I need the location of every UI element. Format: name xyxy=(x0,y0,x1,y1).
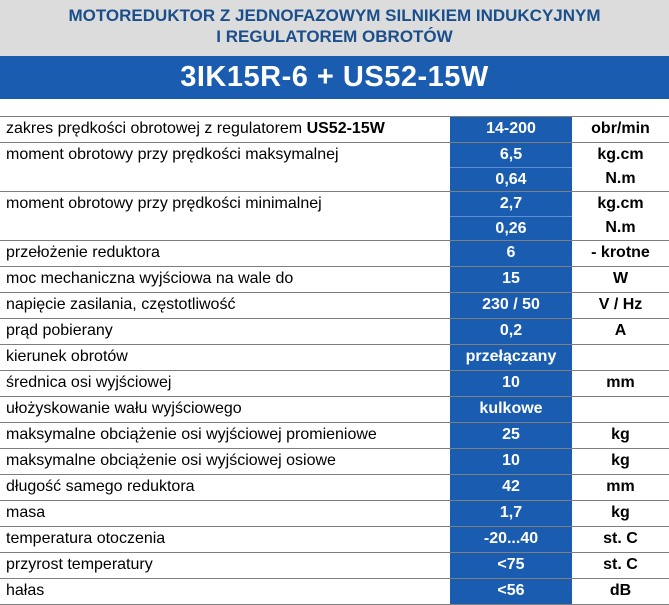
spec-unit xyxy=(572,371,669,396)
spec-row xyxy=(0,293,669,319)
spec-label-text: przyrost temperatury xyxy=(6,556,153,573)
spec-label-text: prąd pobierany xyxy=(6,322,113,339)
spec-label xyxy=(0,449,446,474)
spec-unit-text: W xyxy=(612,270,629,287)
spec-label-text: ułożyskowanie wału wyjściowego xyxy=(6,400,242,417)
spec-unit xyxy=(572,192,669,240)
spec-label-text: hałas xyxy=(6,582,45,599)
spec-value xyxy=(450,192,572,240)
spec-unit xyxy=(572,579,669,604)
spec-unit-text: mm xyxy=(606,478,635,495)
spec-label-text: moment obrotowy przy prędkości maksymalnej xyxy=(6,146,339,163)
spec-label xyxy=(0,319,446,344)
spec-unit xyxy=(572,553,669,578)
spec-value xyxy=(450,579,572,604)
spec-value xyxy=(450,553,572,578)
header-title-line2: I REGULATOREM OBROTÓW xyxy=(216,27,453,46)
spec-label-text: przełożenie reduktora xyxy=(6,244,160,261)
spec-value-text: 14-200 xyxy=(486,120,536,137)
spec-label-text: maksymalne obciążenie osi wyjściowej osiowe xyxy=(6,452,336,469)
spec-value xyxy=(450,449,572,474)
spec-unit xyxy=(572,117,669,142)
document-header xyxy=(0,0,669,56)
spec-row xyxy=(0,241,669,267)
spec-row xyxy=(0,449,669,475)
spec-unit xyxy=(572,293,669,318)
spec-row xyxy=(0,527,669,553)
spec-label-text: moment obrotowy przy prędkości minimalnej xyxy=(6,195,322,212)
spec-value-text: 15 xyxy=(502,270,520,287)
spec-value-text: przełączany xyxy=(465,348,557,365)
spec-row xyxy=(0,579,669,605)
header-title-line1: MOTOREDUKTOR Z JEDNOFAZOWYM SILNIKIEM INDUKCYJNYM xyxy=(68,6,601,25)
spec-value-text: 0,26 xyxy=(450,216,572,241)
spec-label xyxy=(0,143,446,191)
spec-label-text: temperatura otoczenia xyxy=(6,530,166,547)
spec-unit-text: - krotne xyxy=(591,244,650,261)
spec-row xyxy=(0,475,669,501)
spec-row xyxy=(0,192,669,241)
spec-table xyxy=(0,116,669,605)
spec-value xyxy=(450,143,572,191)
spec-value-text: 6,5 xyxy=(499,146,523,163)
spec-label xyxy=(0,345,446,370)
spec-label-text: maksymalne obciążenie osi wyjściowej promieniowe xyxy=(6,426,377,443)
spec-value xyxy=(450,397,572,422)
spec-label xyxy=(0,579,446,604)
spec-label xyxy=(0,397,446,422)
spec-label xyxy=(0,117,446,142)
spec-value-text: 0,2 xyxy=(499,322,523,339)
spec-label-model: US52-15W xyxy=(306,120,385,137)
spec-value-text: 0,64 xyxy=(450,167,572,192)
spec-value-text: 230 / 50 xyxy=(482,296,540,313)
spec-row xyxy=(0,319,669,345)
spec-value xyxy=(450,475,572,500)
spec-value xyxy=(450,371,572,396)
spec-value-text: 25 xyxy=(502,426,520,443)
spec-label-text: moc mechaniczna wyjściowa na wale do xyxy=(6,270,294,287)
spec-label-text: długość samego reduktora xyxy=(6,478,195,495)
spec-unit-text: N.m xyxy=(605,219,636,236)
spec-value-text: -20...40 xyxy=(483,530,539,547)
spec-label-text: napięcie zasilania, częstotliwość xyxy=(6,296,236,313)
spec-label-text: zakres prędkości obrotowej z regulatorem xyxy=(6,120,307,137)
model-banner: 3IK15R-6 + US52-15W xyxy=(0,56,669,99)
spec-unit xyxy=(572,423,669,448)
spec-unit xyxy=(572,143,669,191)
spec-value-text: 1,7 xyxy=(499,504,523,521)
spec-value-text: 2,7 xyxy=(499,195,523,212)
spec-unit-text: kg.cm xyxy=(597,195,644,212)
spec-value-text: <75 xyxy=(497,556,525,573)
spec-label-text: średnica osi wyjściowej xyxy=(6,374,172,391)
spec-unit xyxy=(572,241,669,266)
spec-row xyxy=(0,143,669,192)
spec-unit-text: A xyxy=(614,322,627,339)
spec-value xyxy=(450,117,572,142)
spec-row xyxy=(0,117,669,143)
spec-unit-text: kg.cm xyxy=(597,146,644,163)
spec-unit xyxy=(572,397,669,422)
spec-unit xyxy=(572,345,669,370)
spec-unit-text: mm xyxy=(606,374,635,391)
spec-value xyxy=(450,267,572,292)
spec-value-text: kulkowe xyxy=(479,400,543,417)
spec-unit xyxy=(572,267,669,292)
spec-value xyxy=(450,527,572,552)
spec-unit-text: st. C xyxy=(603,530,638,547)
spec-value xyxy=(450,501,572,526)
spec-label-text: kierunek obrotów xyxy=(6,348,128,365)
spec-label xyxy=(0,192,446,240)
spec-row xyxy=(0,423,669,449)
spec-value-text: <56 xyxy=(497,582,525,599)
spec-label xyxy=(0,293,446,318)
spec-unit-text: kg xyxy=(611,426,630,443)
spec-row xyxy=(0,553,669,579)
spec-label xyxy=(0,475,446,500)
spec-label xyxy=(0,423,446,448)
spec-unit xyxy=(572,319,669,344)
spec-row xyxy=(0,345,669,371)
spec-value xyxy=(450,345,572,370)
spec-unit xyxy=(572,527,669,552)
spec-value-text: 42 xyxy=(502,478,520,495)
spec-unit xyxy=(572,449,669,474)
spec-row xyxy=(0,501,669,527)
spec-value xyxy=(450,423,572,448)
spec-value-text: 10 xyxy=(502,452,520,469)
spec-label xyxy=(0,267,446,292)
spec-label xyxy=(0,501,446,526)
spec-value-text: 10 xyxy=(502,374,520,391)
spec-unit-text: st. C xyxy=(603,556,638,573)
spec-unit xyxy=(572,475,669,500)
spec-unit-text: kg xyxy=(611,504,630,521)
spec-unit-text: N.m xyxy=(605,170,636,187)
spec-unit-text: kg xyxy=(611,452,630,469)
spec-value xyxy=(450,241,572,266)
spec-value xyxy=(450,293,572,318)
spec-row xyxy=(0,397,669,423)
spec-label xyxy=(0,241,446,266)
spec-row xyxy=(0,371,669,397)
spec-unit xyxy=(572,501,669,526)
spec-value xyxy=(450,319,572,344)
spec-row xyxy=(0,267,669,293)
spec-unit-text: obr/min xyxy=(591,120,650,137)
spec-unit-text: V / Hz xyxy=(598,296,643,313)
spec-label-text: masa xyxy=(6,504,46,521)
spec-unit-text: dB xyxy=(609,582,632,599)
spec-label xyxy=(0,553,446,578)
spec-value-text: 6 xyxy=(506,244,516,261)
spec-label xyxy=(0,371,446,396)
spec-label xyxy=(0,527,446,552)
